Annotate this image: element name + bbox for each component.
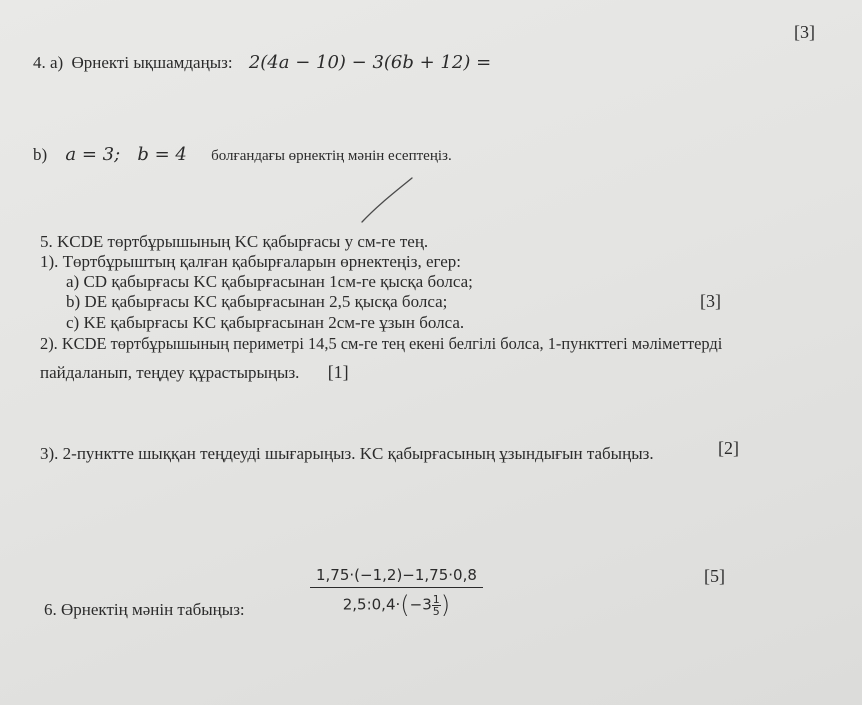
- q4b-label: b): [33, 145, 48, 164]
- q5-part1: 1). Төртбұрыштың қалған қабырғаларын өрнектеңіз, егер:: [40, 252, 462, 271]
- q5-part2-score: [1]: [327, 362, 349, 382]
- q6-denominator: 2,5:0,4·(−3 $\frac{1}{5}$): [342, 591, 451, 619]
- q5-part2-line1: 2). KCDE төртбұрышының периметрі 14,5 см-ге тең екені белгілі болса, 1-пункттегі мәліметтерді: [40, 334, 723, 353]
- q5-part2-line2: [40, 362, 349, 383]
- q5-part3-score: [2]: [718, 438, 739, 458]
- q6-mixed-num: 1: [432, 592, 440, 606]
- q5-part1-score: [3]: [700, 291, 721, 311]
- q4b-expression: a = 3; b = 4: [65, 144, 187, 165]
- q6-den-minus: −3: [409, 595, 432, 614]
- q5-part1-b: b) DE қабырғасы KC қабырғасынан 2,5 қысқа болса;: [66, 292, 448, 311]
- q5-part1-c: c) KE қабырғасы KC қабырғасынан 2см-ге ұзын болса.: [66, 313, 465, 332]
- q4a-line: [33, 53, 491, 73]
- q6-fraction: [310, 566, 483, 619]
- q4a-expression: 2(4a − 10) − 3(6b + 12) =: [248, 52, 492, 73]
- q4a-text: Өрнекті ықшамдаңыз:: [71, 53, 233, 72]
- q5-title: 5. KCDE төртбұрышының KC қабырғасы у см-ге тең.: [40, 232, 429, 251]
- q4b-line: [33, 145, 452, 166]
- q4b-text: болғандағы өрнектің мәнін есептеңіз.: [211, 148, 452, 164]
- q4a-score: [3]: [794, 22, 815, 42]
- q5-part2-text: пайдаланып, теңдеу құрастырыңыз.: [40, 363, 300, 382]
- q6-numerator: 1,75·(−1,2)−1,75·0,8: [310, 566, 483, 588]
- q5-part3: 3). 2-пунктте шыққан теңдеуді шығарыңыз. KC қабырғасының ұзындығын табыңыз.: [40, 444, 654, 463]
- q4a-label: 4. a): [33, 53, 64, 72]
- q6-mixed-fraction: [432, 594, 441, 617]
- q6-score: [5]: [704, 566, 725, 586]
- q6-den-left: 2,5:0,4·: [342, 595, 401, 614]
- q5-part1-a: a) CD қабырғасы KC қабырғасынан 1см-ге қысқа болса;: [66, 272, 473, 291]
- q6-text: 6. Өрнектің мәнін табыңыз:: [44, 600, 245, 619]
- q6-mixed-den: 5: [432, 604, 440, 618]
